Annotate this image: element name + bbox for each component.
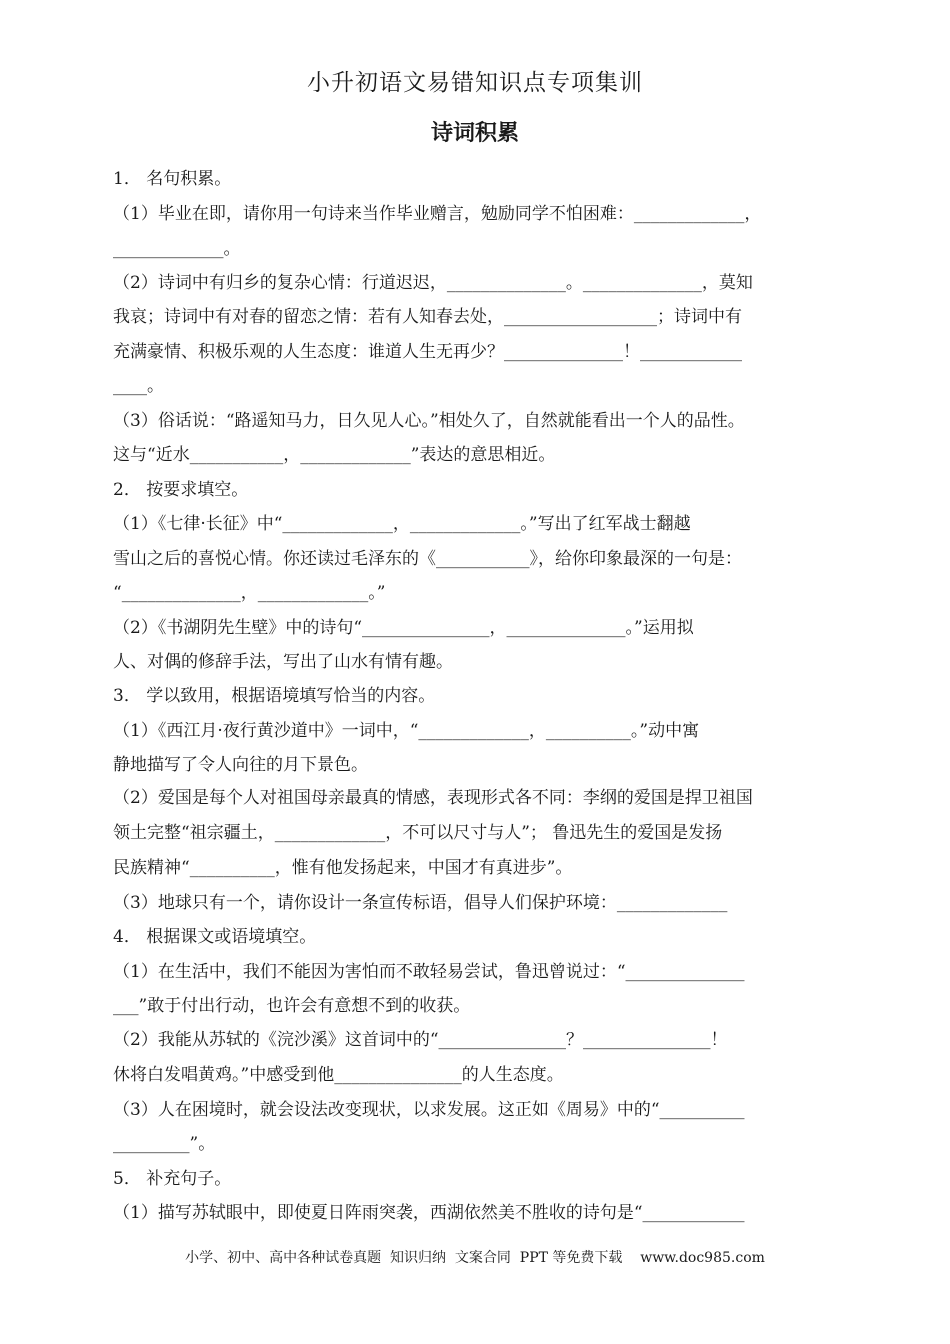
text-line: “______________，_____________。”	[113, 583, 386, 603]
text-line: （1）《七律·长征》中“_____________，_____________。”写出了红军战士翻越	[113, 514, 691, 534]
text-line: 人、对偶的修辞手法，写出了山水有情有趣。	[113, 652, 453, 672]
text-line: （2）爱国是每个人对祖国母亲最真的情感，表现形式各不同：李纲的爱国是捍卫祖国	[113, 788, 753, 808]
page-title: 小升初语文易错知识点专项集训	[307, 70, 643, 96]
text-line: 民族精神“__________，惟有他发扬起来，中国才有真进步”。	[113, 858, 573, 878]
text-line: （3）俗话说：“路遥知马力，日久见人心。”相处久了，自然就能看出一个人的品性。	[113, 411, 745, 431]
section-title: 诗词积累	[430, 121, 519, 146]
question-heading: 2． 按要求填空。	[113, 480, 249, 500]
text-line: （1）在生活中，我们不能因为害怕而不敢轻易尝试，鲁迅曾说过：“______________	[113, 962, 745, 982]
text-line: _________”。	[113, 1134, 216, 1154]
text-line: ___”敢于付出行动，也许会有意想不到的收获。	[113, 996, 471, 1016]
footer: 小学、初中、高中各种试卷真题 知识归纳 文案合同 PPT 等免费下载 www.doc985.com	[185, 1250, 765, 1266]
text-line: （1）毕业在即，请你用一句诗来当作毕业赠言，勉励同学不怕困难：_____________，	[113, 204, 762, 224]
text-line: 雪山之后的喜悦心情。你还读过毛泽东的《___________》，给你印象最深的一句是：	[113, 549, 742, 569]
text-line: （3）地球只有一个，请你设计一条宣传标语，倡导人们保护环境：_____________	[113, 893, 728, 913]
text-line: （2）《书湖阴先生壁》中的诗句“_______________，______________。”运用拟	[113, 618, 694, 638]
text-line: 领土完整“祖宗疆土，_____________，不可以尺寸与人”； 鲁迅先生的爱国是发扬	[113, 823, 723, 843]
question-heading: 3． 学以致用，根据语境填写恰当的内容。	[113, 686, 436, 706]
question-heading: 1． 名句积累。	[113, 169, 232, 189]
text-line: （1）《西江月·夜行黄沙道中》一词中，“_____________，__________。”动中寓	[113, 721, 700, 741]
text-line: 我哀；诗词中有对春的留恋之情：若有人知春去处，__________________；诗词中有	[113, 307, 742, 327]
text-line: 静地描写了令人向往的月下景色。	[113, 755, 368, 775]
text-line: 这与“近水___________，_____________”表达的意思相近。	[113, 445, 556, 465]
text-line: （3）人在困境时，就会设法改变现状，以求发展。这正如《周易》中的“__________	[113, 1100, 745, 1120]
text-line: _____________。	[113, 239, 241, 259]
question-heading: 5． 补充句子。	[113, 1169, 232, 1189]
text-line: 休将白发唱黄鸡。”中感受到他_______________的人生态度。	[113, 1065, 564, 1085]
text-line: ____。	[113, 376, 164, 396]
question-heading: 4． 根据课文或语境填空。	[113, 927, 317, 947]
text-line: 充满豪情、积极乐观的人生态度：谁道人生无再少？______________！____________	[113, 342, 742, 362]
text-line: （1）描写苏轼眼中，即使夏日阵雨突袭，西湖依然美不胜收的诗句是“____________	[113, 1203, 745, 1223]
text-line: （2）我能从苏轼的《浣沙溪》这首词中的“_______________？_______________！	[113, 1030, 728, 1050]
text-line: （2）诗词中有归乡的复杂心情：行道迟迟，______________。______________，莫知	[113, 273, 753, 293]
